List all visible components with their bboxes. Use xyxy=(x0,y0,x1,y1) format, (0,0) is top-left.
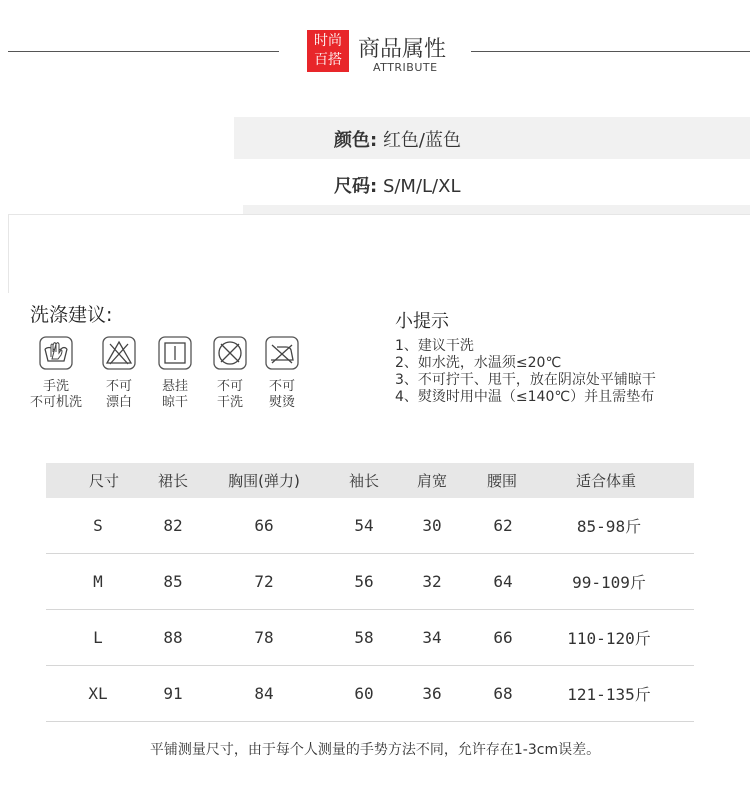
table-header-cell: 袖长 xyxy=(348,472,379,490)
table-row xyxy=(46,666,694,722)
table-header-cell: 适合体重 xyxy=(575,472,636,490)
table-row xyxy=(46,498,694,554)
tips-title: 小提示 xyxy=(395,311,449,332)
badge-line2: 百搭 xyxy=(314,52,342,68)
attribute-color-label: 颜色: xyxy=(334,130,378,151)
table-cell: 99-109斤 xyxy=(572,573,646,592)
size-table xyxy=(46,463,694,722)
table-row xyxy=(46,554,694,610)
attribute-color-value: 红色/蓝色 xyxy=(382,130,462,151)
section-subtitle: ATTRIBUTE xyxy=(373,61,438,74)
table-header xyxy=(46,463,694,498)
tip-line: 3、不可拧干、甩干，放在阴凉处平铺晾干 xyxy=(395,372,656,388)
attribute-size-value: S/M/L/XL xyxy=(382,176,461,197)
wash-label-line2: 干洗 xyxy=(216,395,243,410)
image-frame xyxy=(8,214,750,293)
attribute-color xyxy=(334,126,461,152)
tips-list xyxy=(395,338,656,406)
table-cell: 82 xyxy=(163,516,183,535)
table-cell: 88 xyxy=(163,628,183,647)
wash-label-no-dry-clean xyxy=(200,379,260,411)
table-cell: 78 xyxy=(254,628,274,647)
table-cell: 56 xyxy=(354,572,374,591)
wash-label-line1: 不可 xyxy=(105,379,132,394)
wash-item-no-dry-clean xyxy=(200,336,260,411)
wash-label-line2: 熨烫 xyxy=(268,395,295,410)
hand-wash-icon xyxy=(39,336,73,370)
table-cell: 85-98斤 xyxy=(576,517,642,536)
table-header-cell: 尺寸 xyxy=(88,472,119,490)
table-cell: M xyxy=(93,572,103,591)
table-header-cell: 裙长 xyxy=(157,472,188,490)
header-line-right xyxy=(471,51,750,52)
table-cell: 36 xyxy=(422,684,442,703)
table-row xyxy=(46,610,694,666)
table-cell: XL xyxy=(88,684,108,703)
table-cell: 121-135斤 xyxy=(567,685,651,704)
tip-line: 2、如水洗，水温须≤20℃ xyxy=(395,355,562,371)
table-cell: 64 xyxy=(493,572,513,591)
wash-label-no-bleach xyxy=(89,379,149,411)
table-cell: 58 xyxy=(354,628,374,647)
table-cell: S xyxy=(93,516,103,535)
attribute-size xyxy=(334,172,460,198)
no-bleach-icon xyxy=(102,336,136,370)
table-header-cell: 腰围 xyxy=(486,472,517,490)
no-iron-icon xyxy=(265,336,299,370)
wash-label-line1: 不可 xyxy=(216,379,243,394)
section-title: 商品属性 xyxy=(358,37,447,62)
wash-label-hand-wash xyxy=(26,379,86,411)
wash-label-no-iron xyxy=(252,379,312,411)
wash-item-hang-dry xyxy=(145,336,205,411)
table-cell: 66 xyxy=(254,516,274,535)
wash-item-no-iron xyxy=(252,336,312,411)
table-cell: L xyxy=(93,628,103,647)
wash-item-hand-wash xyxy=(26,336,86,411)
wash-label-hang-dry xyxy=(145,379,205,411)
table-cell: 110-120斤 xyxy=(567,629,651,648)
table-cell: 85 xyxy=(163,572,183,591)
table-cell: 84 xyxy=(254,684,274,703)
wash-label-line1: 不可 xyxy=(268,379,295,394)
wash-item-no-bleach xyxy=(89,336,149,411)
wash-label-line2: 漂白 xyxy=(105,395,132,410)
no-dry-clean-icon xyxy=(213,336,247,370)
wash-label-line1: 手洗 xyxy=(42,379,69,394)
table-cell: 34 xyxy=(422,628,442,647)
wash-label-line1: 悬挂 xyxy=(161,379,188,394)
table-cell: 60 xyxy=(354,684,374,703)
table-cell: 30 xyxy=(422,516,442,535)
table-cell: 72 xyxy=(254,572,274,591)
style-badge xyxy=(307,30,349,72)
table-header-cell: 肩宽 xyxy=(416,472,447,490)
hang-dry-icon xyxy=(158,336,192,370)
tip-line: 4、熨烫时用中温（≤140℃）并且需垫布 xyxy=(395,389,655,405)
wash-label-line2: 不可机洗 xyxy=(29,395,82,410)
tip-line: 1、建议干洗 xyxy=(395,338,474,354)
table-cell: 66 xyxy=(493,628,513,647)
wash-title: 洗涤建议: xyxy=(30,304,113,326)
table-cell: 68 xyxy=(493,684,513,703)
table-cell: 54 xyxy=(354,516,374,535)
header-line-left xyxy=(8,51,279,52)
attribute-band xyxy=(234,117,750,159)
attribute-size-label: 尺码: xyxy=(334,176,378,197)
measurement-note: 平铺测量尺寸，由于每个人测量的手势方法不同，允许存在1-3cm误差。 xyxy=(149,742,601,758)
table-cell: 91 xyxy=(163,684,183,703)
table-header-cell: 胸围(弹力) xyxy=(228,472,300,490)
badge-line1: 时尚 xyxy=(314,33,342,49)
wash-label-line2: 晾干 xyxy=(161,395,188,410)
table-cell: 62 xyxy=(493,516,513,535)
table-cell: 32 xyxy=(422,572,442,591)
